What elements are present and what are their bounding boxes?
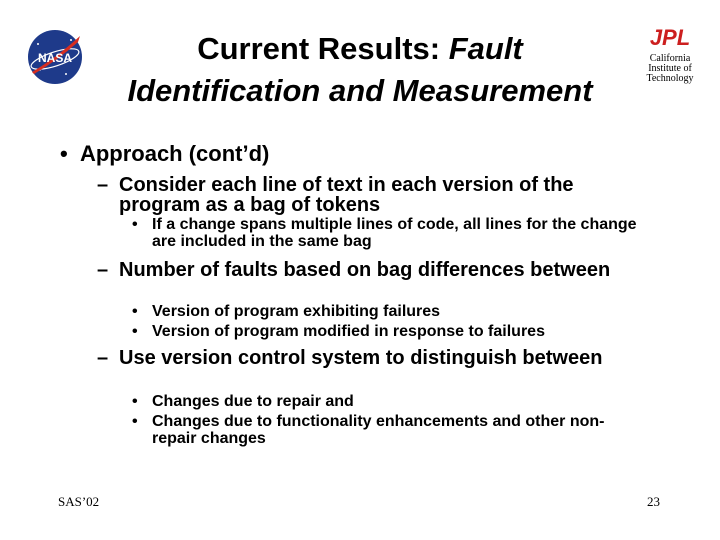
list-item: [97, 175, 637, 215]
bullet-icon: •: [132, 323, 138, 340]
bullet-icon: •: [60, 141, 80, 166]
list-item: [97, 260, 627, 280]
title-plain: Current Results:: [197, 31, 449, 66]
dash-icon: –: [97, 347, 109, 369]
bullet-icon: •: [132, 393, 138, 410]
sub-list-item: [132, 413, 632, 447]
sub-list-item: [132, 323, 672, 340]
sub-list-item-text: Changes due to repair and: [152, 393, 354, 410]
sub-list-item-text: If a change spans multiple lines of code, all lines for the change are included in the same bag: [152, 216, 637, 250]
sub-list-item-text: Version of program exhibiting failures: [152, 303, 441, 320]
list-item: [97, 348, 617, 368]
title-line2: Identification and Measurement: [127, 73, 593, 108]
list-item-text: Number of faults based on bag differences between: [119, 259, 611, 281]
heading-text: Approach (cont’d): [79, 141, 270, 166]
conference-label: SAS’02: [58, 494, 100, 509]
institution-line: Technology: [646, 73, 694, 84]
jpl-logo-text: JPL: [649, 26, 691, 48]
institution-line: California: [649, 53, 691, 64]
bullet-icon: •: [132, 216, 138, 233]
sub-list-item: [132, 393, 672, 410]
dash-icon: –: [97, 259, 109, 281]
bullet-icon: •: [132, 303, 138, 320]
title-italic: Fault: [448, 31, 523, 66]
dash-icon: –: [97, 174, 109, 196]
list-item-text: Use version control system to distinguish between: [119, 347, 603, 369]
sub-list-item-text: Changes due to functionality enhancements and other non-repair changes: [152, 413, 605, 447]
sub-list-item: [132, 216, 662, 250]
heading-bullet: [60, 142, 269, 166]
institution-line: Institute of: [648, 63, 692, 74]
nasa-logo-text: NASA: [37, 51, 73, 65]
bullet-icon: •: [132, 413, 138, 430]
sub-list-item: [132, 303, 672, 320]
sub-list-item-text: Version of program modified in response to failures: [152, 323, 545, 340]
list-item-text: Consider each line of text in each version of the program as a bag of tokens: [119, 174, 574, 216]
page-number: 23: [647, 494, 660, 509]
